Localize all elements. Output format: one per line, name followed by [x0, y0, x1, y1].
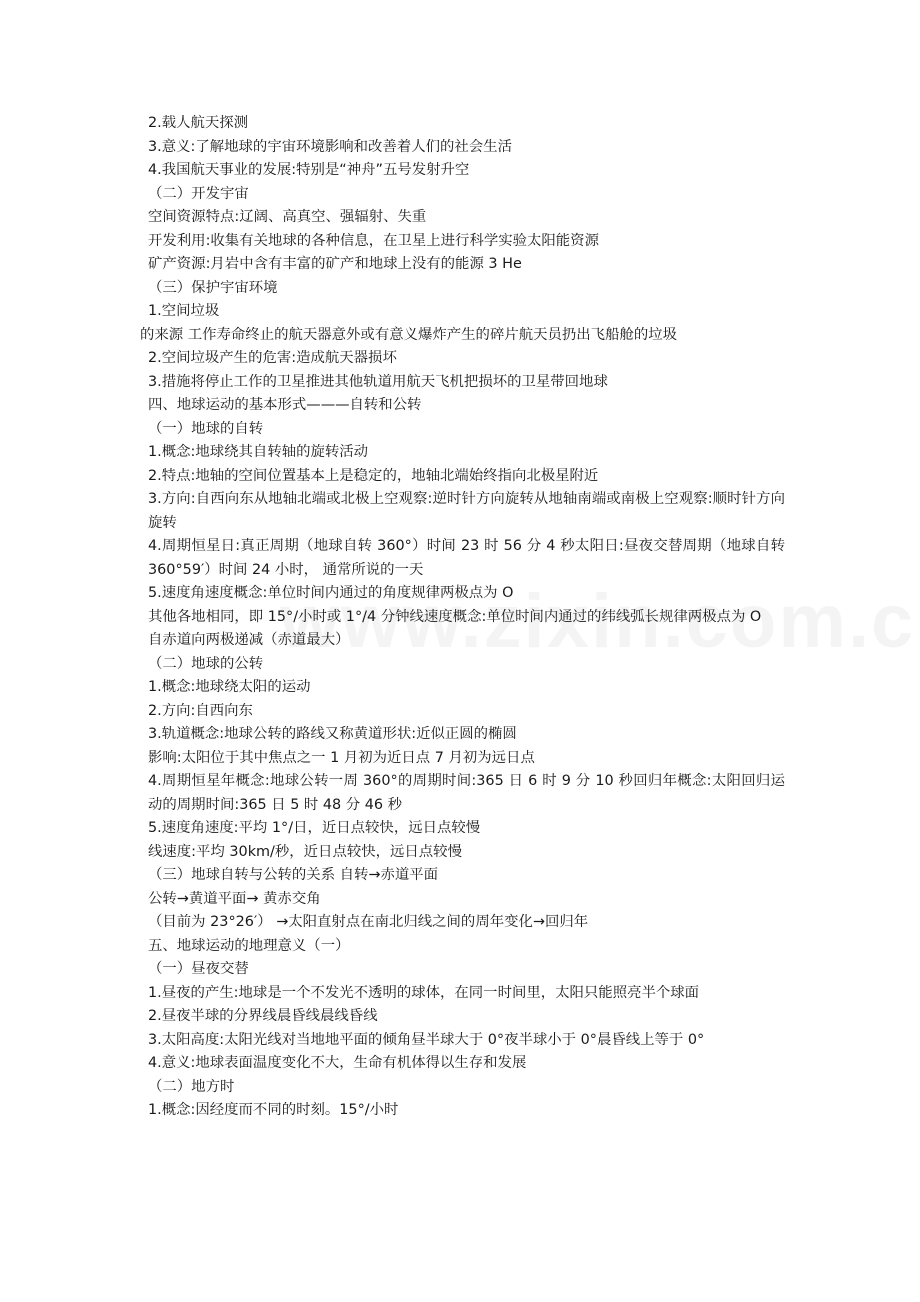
text-line: 2.特点:地轴的空间位置基本上是稳定的，地轴北端始终指向北极星附近 — [148, 467, 599, 484]
text-line: 2.昼夜半球的分界线晨昏线晨线昏线 — [148, 1008, 378, 1024]
text-line: 的来源 工作寿命终止的航天器意外或有意义爆炸产生的碎片航天员扔出飞船舱的垃圾 — [140, 326, 678, 343]
section-heading: （二）开发宇宙 — [148, 185, 249, 202]
section-heading: （一）地球的自转 — [148, 420, 264, 437]
text-line: 1.概念:地球绕太阳的运动 — [148, 679, 311, 695]
text-line: 1.概念:因经度而不同的时刻。15°/小时 — [148, 1102, 399, 1118]
text-line: 3.意义:了解地球的宇宙环境影响和改善着人们的社会生活 — [148, 138, 512, 155]
text-line: 3.措施将停止工作的卫星推进其他轨道用航天飞机把损坏的卫星带回地球 — [148, 373, 608, 390]
text-line: 4.意义:地球表面温度变化不大，生命有机体得以生存和发展 — [148, 1055, 527, 1071]
text-line: （目前为 23°26′） →太阳直射点在南北归线之间的周年变化→回归年 — [148, 914, 589, 930]
text-line: 1.概念:地球绕其自转轴的旋转活动 — [148, 444, 369, 460]
text-line: 2.载人航天探测 — [148, 115, 249, 131]
text-line: 其他各地相同，即 15°/小时或 1°/4 分钟线速度概念:单位时间内通过的纬线弧长规律两极点为 O — [148, 608, 762, 625]
text-line: 公转→黄道平面→ 黄赤交角 — [148, 890, 321, 907]
text-line: 5.速度角速度概念:单位时间内通过的角度规律两极点为 O — [148, 585, 514, 601]
text-line: 自赤道向两极递减（赤道最大） — [148, 632, 350, 648]
text-line: 1.昼夜的产生:地球是一个不发光不透明的球体，在同一时间里，太阳只能照亮半个球面 — [148, 984, 700, 1001]
text-line: 5.速度角速度:平均 1°/日，近日点较快，远日点较慢 — [148, 820, 481, 836]
chapter-heading: 四、地球运动的基本形式———自转和公转 — [148, 397, 422, 413]
text-line: 3.太阳高度:太阳光线对当地地平面的倾角昼半球大于 0°夜半球小于 0°晨昏线上等于 0° — [148, 1031, 705, 1048]
text-line: 2.方向:自西向东 — [148, 702, 253, 719]
section-heading: （二）地球的公转 — [148, 655, 264, 672]
text-line: 2.空间垃圾产生的危害:造成航天器损坏 — [148, 350, 397, 366]
section-heading: （三）地球自转与公转的关系 自转→赤道平面 — [148, 867, 439, 883]
text-line: 开发利用:收集有关地球的各种信息，在卫星上进行科学实验太阳能资源 — [148, 232, 599, 249]
section-heading: （二）地方时 — [148, 1078, 235, 1095]
text-line: 3.方向:自西向东从地轴北端或北极上空观察:逆时针方向旋转从地轴南端或南极上空观察:顺时针方向旋转 — [148, 491, 785, 531]
text-line: 3.轨道概念:地球公转的路线又称黄道形状:近似正圆的椭圆 — [148, 726, 517, 742]
text-line: 4.周期恒星日:真正周期（地球自转 360°）时间 23 时 56 分 4 秒太阳日:昼夜交替周期（地球自转 360°59′）时间 24 小时， 通常所说的一天 — [148, 538, 785, 578]
section-heading: （三）保护宇宙环境 — [148, 279, 278, 296]
document-body — [140, 112, 785, 1123]
chapter-heading: 五、地球运动的地理意义（一） — [148, 937, 350, 954]
text-line: 矿产资源:月岩中含有丰富的矿产和地球上没有的能源 3 He — [148, 256, 522, 272]
text-line: 线速度:平均 30km/秒，近日点较快，远日点较慢 — [148, 843, 462, 860]
section-heading: （一）昼夜交替 — [148, 961, 249, 977]
text-line: 4.我国航天事业的发展:特别是“神舟”五号发射升空 — [148, 162, 470, 178]
text-line: 影响:太阳位于其中焦点之一 1 月初为近日点 7 月初为远日点 — [148, 749, 535, 766]
text-line: 空间资源特点:辽阔、高真空、强辐射、失重 — [148, 209, 427, 225]
text-line: 1.空间垃圾 — [148, 303, 220, 319]
text-line: 4.周期恒星年概念:地球公转一周 360°的周期时间:365 日 6 时 9 分 10 秒回归年概念:太阳回归运动的周期时间:365 日 5 时 48 分 46 秒 — [148, 773, 785, 813]
